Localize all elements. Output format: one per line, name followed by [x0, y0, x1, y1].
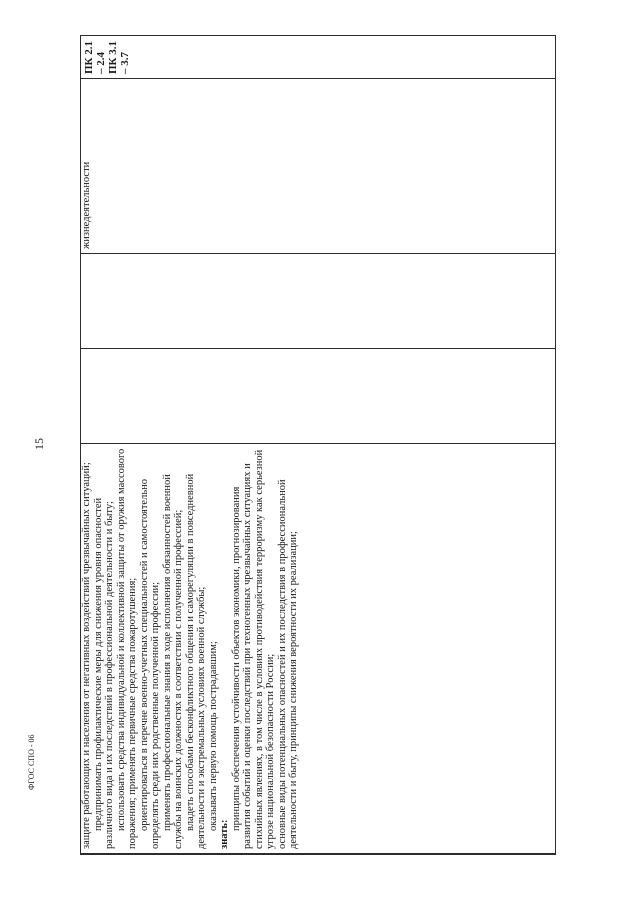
- text-paragraph: ориентироваться в перечне военно-учетных специальностей и самостоятельно определять среди них родственные полученной профессии;: [138, 479, 161, 849]
- text-paragraph: предпринимать профилактические меры для снижения уровня опасностей различного вида и их последствий в профессиональной деятельности и быту;: [92, 497, 115, 849]
- text-paragraph: основные виды потенциальных опасностей и их последствия в профессиональной деятельности и быту, принципы снижения вероятности их реализации;: [276, 479, 299, 849]
- knowledge-list: [231, 448, 300, 849]
- text-paragraph: использовать средства индивидуальной и коллективной защиты от оружия массового поражения; применять первичные средства пожаротушения;: [115, 448, 138, 849]
- index-column-cell: [80, 854, 556, 855]
- text-paragraph: защите работающих и населения от негативных воздействий чрезвычайных ситуаций;: [81, 462, 92, 849]
- competency-code: ПК 3.1 – 3.7: [107, 40, 131, 74]
- text-paragraph: применять профессиональные знания в ходе исполнения обязанностей военной службы на воинских должностях в соответствии с полученной профессией;: [161, 474, 184, 849]
- table-row: [80, 35, 556, 855]
- requirements-list: [81, 448, 219, 849]
- footer-stamp: ФГОС СПО - 06: [27, 734, 36, 790]
- hours-max-cell: [80, 349, 556, 444]
- text-paragraph: владеть способами бесконфликтного общения и саморегуляции в повседневной деятельности и экстремальных условиях военной службы;: [184, 473, 207, 849]
- know-label: знать:: [219, 819, 230, 849]
- competency-code: ПК 2.1 – 2.4: [83, 40, 107, 74]
- text-paragraph: принципы обеспечения устойчивости объектов экономики, прогнозирования развития событий и оценки последствий при техногенных чрезвычайных ситуациях и стихийных явлениях, в том числе в условиях противодействия терроризму как серьезной угрозе национальной безопасности России;: [230, 449, 276, 849]
- rotated-table-page: [80, 35, 556, 855]
- competencies-cell: [80, 35, 556, 79]
- discipline-cell: [80, 79, 556, 254]
- discipline-fragment: жизнедеятельности: [81, 161, 92, 249]
- page-number: 15: [32, 438, 46, 450]
- hours-required-cell: [80, 254, 556, 349]
- requirements-cell: [80, 444, 556, 854]
- text-paragraph: оказывать первую помощь пострадавшим;: [207, 641, 219, 831]
- competency-table: [80, 35, 556, 855]
